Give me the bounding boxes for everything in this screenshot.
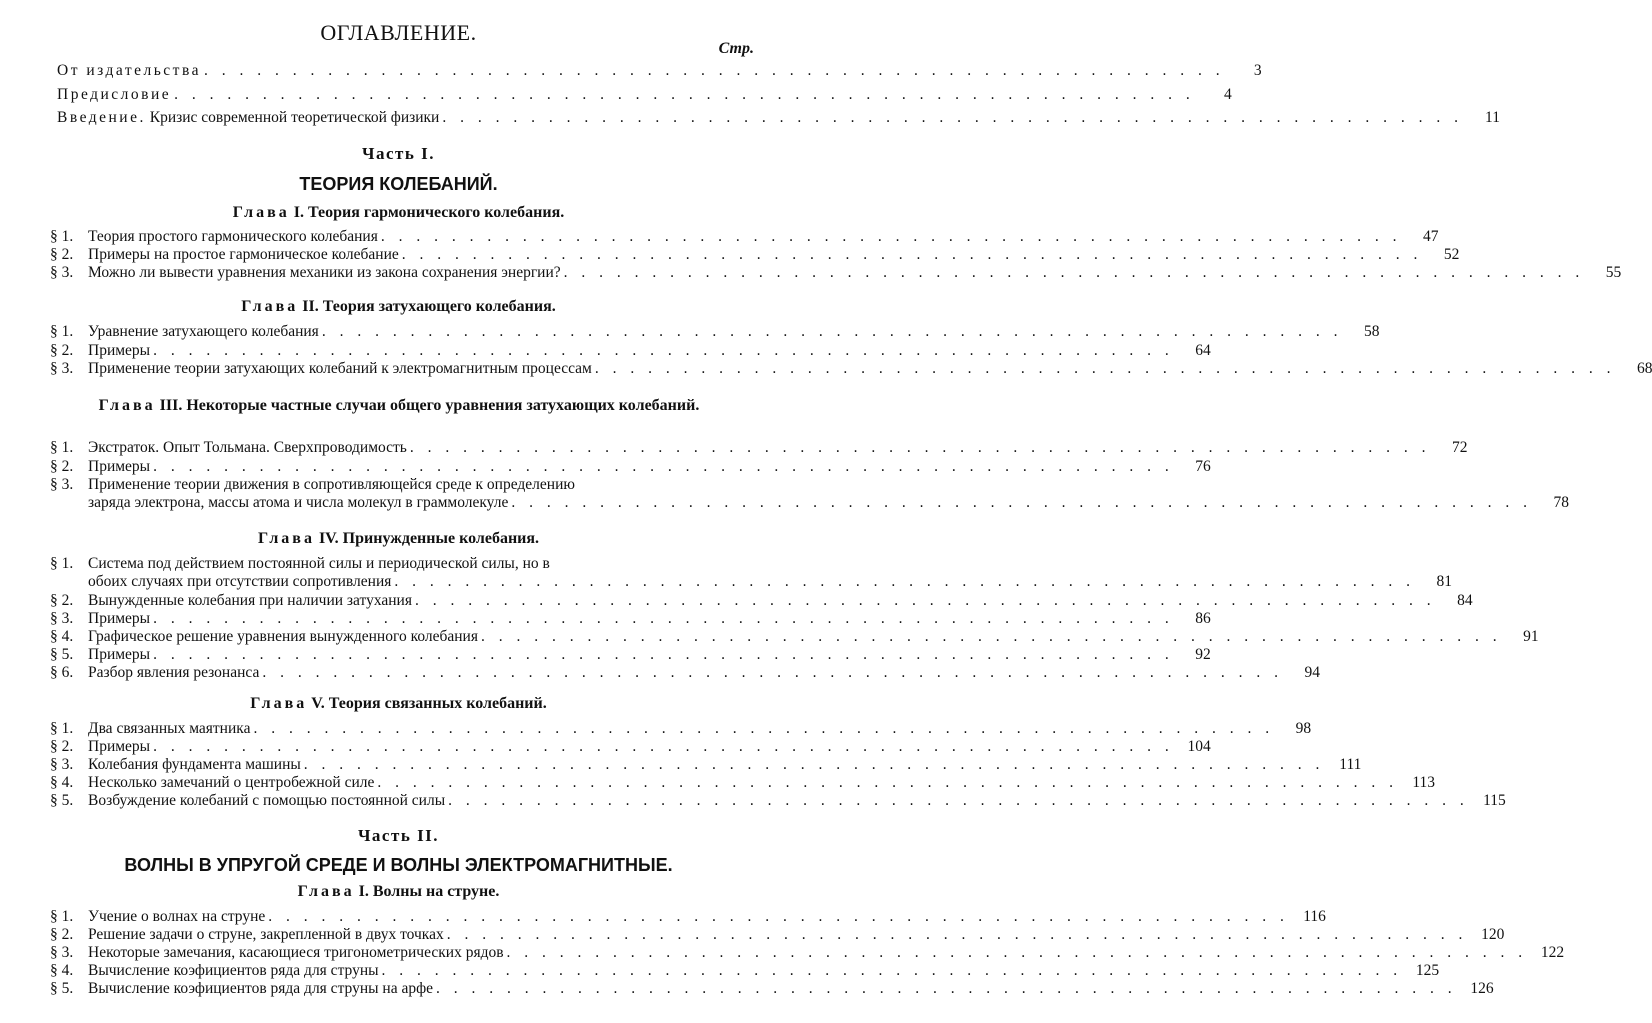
entry-title: Возбуждение колебаний с помощью постоянной силы (88, 792, 446, 809)
dot-leader: . . . . . . . . . . . . . . . . . . . . . . . . . . . . . . . . . . . . . . . . . . . . . . . . . . . . . . . . . . (174, 86, 1195, 103)
dot-leader: . . . . . . . . . . . . . . . . . . . . . . . . . . . . . . . . . . . . . . . . . . . . . . . . . . . . . . . . . . (153, 458, 1174, 475)
section-number: § 1. (50, 908, 74, 925)
section-number: § 1. (50, 439, 74, 456)
page-number: 68 (1636, 360, 1652, 377)
section-number: § 1. (50, 555, 74, 572)
entry-title: От издательства (57, 62, 201, 79)
dot-leader: . . . . . . . . . . . . . . . . . . . . . . . . . . . . . . . . . . . . . . . . . . . . . . . . . . . . . . . . . . (511, 494, 1532, 511)
entry-title: Два связанных маятника (88, 720, 251, 737)
page-number: 122 (1540, 944, 1565, 961)
dot-leader: . . . . . . . . . . . . . . . . . . . . . . . . . . . . . . . . . . . . . . . . . . . . . . . . . . . . . . . . . . (401, 246, 1423, 263)
entry-title: Можно ли вывести уравнения механики из закона сохранения энергии? (88, 264, 561, 281)
section-number: § 2. (50, 342, 74, 359)
toc-entry (50, 978, 1494, 998)
section-number: § 5. (50, 792, 74, 809)
chapter-label: Глава (241, 298, 299, 315)
section-number: § 5. (50, 980, 74, 997)
page-number: 11 (1485, 109, 1500, 126)
dot-leader: . . . . . . . . . . . . . . . . . . . . . . . . . . . . . . . . . . . . . . . . . . . . . . . . . . . . . . . . . . (253, 720, 1275, 737)
dot-leader: . . . . . . . . . . . . . . . . . . . . . . . . . . . . . . . . . . . . . . . . . . . . . . . . . . . . . . . . . . (380, 228, 1402, 245)
entry-title: Введение. (57, 109, 146, 126)
page-number: 116 (1303, 908, 1326, 925)
toc-entry (57, 84, 1232, 104)
toc-entry (50, 772, 1435, 792)
dot-leader: . . . . . . . . . . . . . . . . . . . . . . . . . . . . . . . . . . . . . . . . . . . . . . . . . . . . . . . . . . (321, 323, 1343, 340)
toc-entry (50, 437, 1468, 457)
toc-entry (50, 590, 1473, 610)
page-number: 52 (1443, 246, 1460, 263)
part-title: ТЕОРИЯ КОЛЕБАНИЙ. (299, 174, 498, 194)
section-number: § 3. (50, 264, 74, 281)
dot-leader: . . . . . . . . . . . . . . . . . . . . . . . . . . . . . . . . . . . . . . . . . . . . . . . . . . . . . . . . . . (436, 980, 1457, 997)
entry-title-cont: обоих случаях при отсутствии сопротивления (88, 573, 392, 590)
dot-leader: . . . . . . . . . . . . . . . . . . . . . . . . . . . . . . . . . . . . . . . . . . . . . . . . . . . . . . . . . . (409, 439, 1431, 456)
page-number: 72 (1452, 439, 1468, 456)
chapter-title: V. Теория связанных колебаний. (311, 695, 547, 712)
chapter-title: III. Некоторые частные случаи общего уравнения затухающих колебаний. (159, 397, 700, 414)
page-number: 98 (1295, 720, 1312, 737)
dot-leader: . . . . . . . . . . . . . . . . . . . . . . . . . . . . . . . . . . . . . . . . . . . . . . . . . . . . . . . . . . (442, 109, 1463, 126)
chapter-label: Глава (257, 530, 315, 547)
chapter-title: I. Теория гармонического колебания. (293, 204, 565, 221)
entry-title: Экстраток. Опыт Тольмана. Сверхпроводимость (88, 439, 407, 456)
part-label: Часть I. (362, 144, 435, 163)
toc-entry (50, 718, 1312, 738)
dot-leader: . . . . . . . . . . . . . . . . . . . . . . . . . . . . . . . . . . . . . . . . . . . . . . . . . . . . . . . . . . (563, 264, 1585, 281)
chapter-title: I. Волны на струне. (358, 883, 500, 900)
toc-entry (50, 244, 1460, 264)
section-number: § 3. (50, 944, 74, 961)
toc-entry (50, 226, 1439, 246)
section-number: § 3. (50, 756, 74, 773)
dot-leader: . . . . . . . . . . . . . . . . . . . . . . . . . . . . . . . . . . . . . . . . . . . . . . . . . . . . . . . . . . (153, 738, 1174, 755)
entry-title: Примеры (88, 738, 151, 755)
page-number: 64 (1195, 342, 1211, 359)
entry-title: Применение теории движения в сопротивляющейся среде к определению (88, 476, 575, 493)
section-number: § 1. (50, 323, 74, 340)
entry-title: Учение о волнах на струне (88, 908, 266, 925)
section-number: § 4. (50, 962, 74, 979)
toc-entry (50, 662, 1320, 682)
toc-entry-continued (88, 492, 1569, 512)
part-title: ВОЛНЫ В УПРУГОЙ СРЕДЕ И ВОЛНЫ ЭЛЕКТРОМАГНИТНЫЕ. (124, 855, 673, 875)
section-number: § 2. (50, 592, 74, 609)
entry-title: Вычисление коэфициентов ряда для струны (88, 962, 379, 979)
page-number: 125 (1415, 962, 1440, 979)
part-label: Часть II. (357, 826, 440, 845)
section-number: § 3. (50, 476, 74, 493)
chapter-heading (0, 530, 797, 548)
section-number: § 6. (50, 664, 74, 681)
dot-leader: . . . . . . . . . . . . . . . . . . . . . . . . . . . . . . . . . . . . . . . . . . . . . . . . . . . . . . . . . . (480, 628, 1502, 645)
toc-entry (50, 358, 1652, 378)
entry-title: Примеры (88, 646, 151, 663)
page-number: 58 (1363, 323, 1380, 340)
section-number: § 2. (50, 926, 74, 943)
entry-title: Решение задачи о струне, закрепленной в двух точках (88, 926, 444, 943)
toc-entry-continued (88, 571, 1453, 591)
toc-entry (50, 960, 1440, 980)
toc-entry (57, 107, 1500, 127)
entry-title: Предисловие (57, 86, 172, 103)
chapter-label: Глава (98, 397, 156, 414)
dot-leader: . . . . . . . . . . . . . . . . . . . . . . . . . . . . . . . . . . . . . . . . . . . . . . . . . . . . . . . . . . (153, 342, 1174, 359)
toc-entry (57, 60, 1262, 80)
dot-leader: . . . . . . . . . . . . . . . . . . . . . . . . . . . . . . . . . . . . . . . . . . . . . . . . . . . . . . . . . . (446, 926, 1468, 943)
entry-title: Некоторые замечания, касающиеся тригонометрических рядов (88, 944, 504, 961)
section-number: § 1. (50, 720, 74, 737)
page-number: 104 (1187, 738, 1211, 755)
page-number: 92 (1195, 646, 1211, 663)
section-number: § 2. (50, 458, 74, 475)
toc-entry (50, 456, 1211, 476)
page-column-label: Стр. (718, 40, 754, 57)
dot-leader: . . . . . . . . . . . . . . . . . . . . . . . . . . . . . . . . . . . . . . . . . . . . . . . . . . . . . . . . . . (303, 756, 1325, 773)
entry-title-cont: заряда электрона, массы атома и числа молекул в граммолекуле (88, 494, 509, 511)
dot-leader: . . . . . . . . . . . . . . . . . . . . . . . . . . . . . . . . . . . . . . . . . . . . . . . . . . . . . . . . . . (203, 62, 1225, 79)
chapter-label: Глава (297, 883, 355, 900)
entry-title: Теория простого гармонического колебания (88, 228, 378, 245)
entry-title: Графическое решение уравнения вынужденного колебания (88, 628, 478, 645)
dot-leader: . . . . . . . . . . . . . . . . . . . . . . . . . . . . . . . . . . . . . . . . . . . . . . . . . . . . . . . . . . (381, 962, 1403, 979)
dot-leader: . . . . . . . . . . . . . . . . . . . . . . . . . . . . . . . . . . . . . . . . . . . . . . . . . . . . . . . . . . (506, 944, 1528, 961)
chapter-label: Глава (232, 204, 290, 221)
chapter-heading (0, 695, 797, 713)
entry-title: Применение теории затухающих колебаний к электромагнитным процессам (88, 360, 592, 377)
page-number: 81 (1436, 573, 1453, 590)
section-number: § 3. (50, 610, 74, 627)
section-number: § 3. (50, 360, 74, 377)
toc-entry (50, 736, 1211, 756)
toc-entry (50, 754, 1362, 774)
section-number: § 2. (50, 246, 74, 263)
dot-leader: . . . . . . . . . . . . . . . . . . . . . . . . . . . . . . . . . . . . . . . . . . . . . . . . . . . . . . . . . . (377, 774, 1398, 791)
dot-leader: . . . . . . . . . . . . . . . . . . . . . . . . . . . . . . . . . . . . . . . . . . . . . . . . . . . . . . . . . . (268, 908, 1289, 925)
section-number: § 4. (50, 628, 74, 645)
page-number: 78 (1553, 494, 1569, 511)
section-number: § 2. (50, 738, 74, 755)
chapter-heading (0, 298, 797, 316)
entry-title: Вынужденные колебания при наличии затухания (88, 592, 412, 609)
chapter-heading (54, 396, 744, 416)
page-number: 91 (1523, 628, 1539, 645)
toc-entry (50, 340, 1211, 360)
page-number: 4 (1224, 86, 1232, 103)
toc-entry (50, 790, 1506, 810)
section-number: § 5. (50, 646, 74, 663)
toc-entry (50, 644, 1211, 664)
entry-title: Примеры (88, 458, 151, 475)
entry-title: Примеры (88, 610, 151, 627)
entry-title: Примеры (88, 342, 151, 359)
toc-entry (50, 626, 1539, 646)
dot-leader: . . . . . . . . . . . . . . . . . . . . . . . . . . . . . . . . . . . . . . . . . . . . . . . . . . . . . . . . . . (594, 360, 1616, 377)
dot-leader: . . . . . . . . . . . . . . . . . . . . . . . . . . . . . . . . . . . . . . . . . . . . . . . . . . . . . . . . . . (414, 592, 1436, 609)
entry-title: Система под действием постоянной силы и периодической силы, но в (88, 555, 550, 572)
page-number: 115 (1483, 792, 1506, 809)
page-number: 111 (1339, 756, 1362, 773)
toc-entry (50, 608, 1211, 628)
chapter-title: II. Теория затухающего колебания. (302, 298, 556, 315)
page-title: ОГЛАВЛЕНИЕ. (320, 20, 477, 45)
page-number: 126 (1470, 980, 1494, 997)
page-number: 3 (1253, 62, 1262, 79)
toc-entry (50, 321, 1380, 341)
entry-title: Разбор явления резонанса (88, 664, 260, 681)
page-number: 84 (1457, 592, 1473, 609)
page-number: 86 (1195, 610, 1211, 627)
dot-leader: . . . . . . . . . . . . . . . . . . . . . . . . . . . . . . . . . . . . . . . . . . . . . . . . . . . . . . . . . . (262, 664, 1283, 681)
toc-entry (50, 474, 750, 494)
entry-title: Колебания фундамента машины (88, 756, 301, 773)
entry-title: Вычисление коэфициентов ряда для струны на арфе (88, 980, 434, 997)
page-number: 47 (1422, 228, 1439, 245)
dot-leader: . . . . . . . . . . . . . . . . . . . . . . . . . . . . . . . . . . . . . . . . . . . . . . . . . . . . . . . . . . (448, 792, 1469, 809)
chapter-title: IV. Принужденные колебания. (318, 530, 540, 547)
toc-entry (50, 924, 1505, 944)
dot-leader: . . . . . . . . . . . . . . . . . . . . . . . . . . . . . . . . . . . . . . . . . . . . . . . . . . . . . . . . . . (394, 573, 1416, 590)
chapter-heading (0, 883, 797, 901)
entry-title: Уравнение затухающего колебания (88, 323, 319, 340)
page-number: 55 (1605, 264, 1622, 281)
dot-leader: . . . . . . . . . . . . . . . . . . . . . . . . . . . . . . . . . . . . . . . . . . . . . . . . . . . . . . . . . . (153, 610, 1174, 627)
entry-title: Примеры на простое гармоническое колебание (88, 246, 399, 263)
chapter-heading (0, 204, 797, 222)
toc-entry (50, 553, 750, 573)
chapter-label: Глава (250, 695, 308, 712)
page-number: 120 (1481, 926, 1505, 943)
toc-entry (50, 906, 1326, 926)
entry-title-rest: Кризис современной теоретической физики (149, 109, 440, 126)
page-number: 94 (1304, 664, 1320, 681)
section-number: § 4. (50, 774, 74, 791)
page-number: 113 (1412, 774, 1435, 791)
page-number: 76 (1195, 458, 1211, 475)
entry-title: Несколько замечаний о центробежной силе (88, 774, 375, 791)
toc-entry (50, 262, 1622, 282)
section-number: § 1. (50, 228, 74, 245)
toc-entry (50, 942, 1565, 962)
dot-leader: . . . . . . . . . . . . . . . . . . . . . . . . . . . . . . . . . . . . . . . . . . . . . . . . . . . . . . . . . . (153, 646, 1174, 663)
